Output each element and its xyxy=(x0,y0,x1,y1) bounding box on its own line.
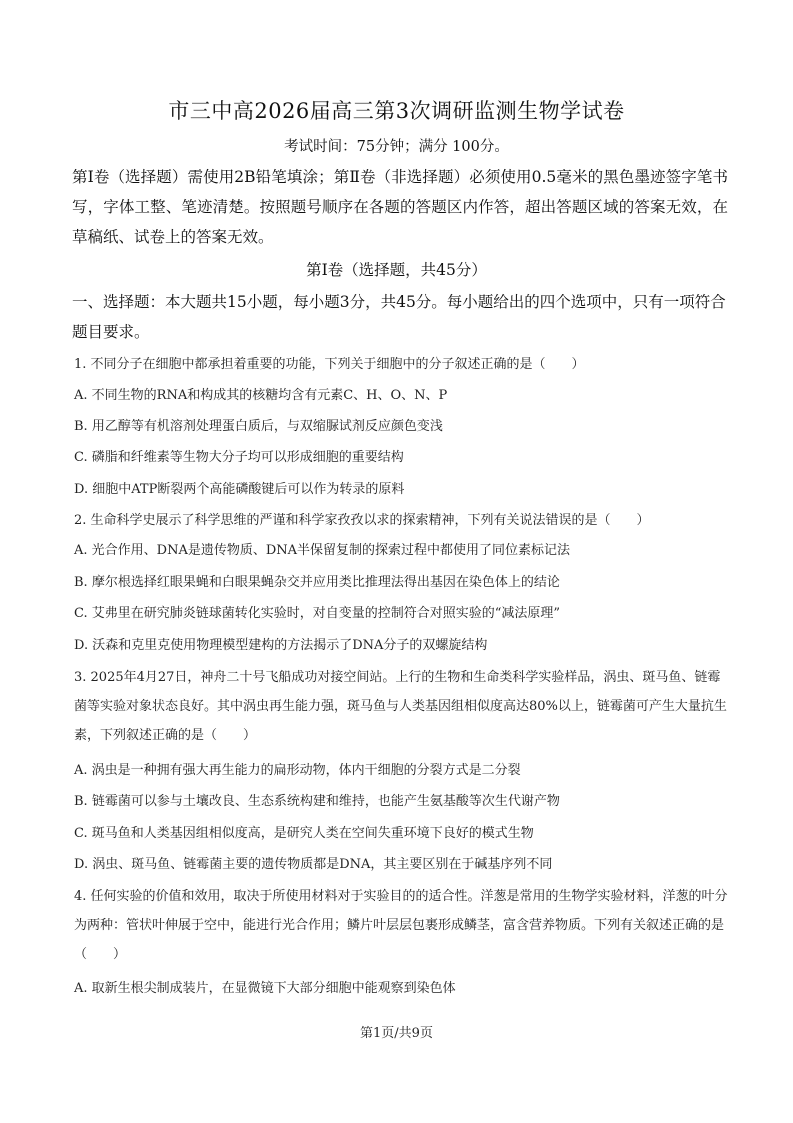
question-3-stem: 3. 2025年4月27日，神舟二十号飞船成功对接空间站。上行的生物和生命类科学实验样品，涡虫、斑马鱼、链霉菌等实验对象状态良好。其中涡虫再生能力强，斑马鱼与人类基因组相似度高达80%以上，链霉菌可产生大量抗生素，下列叙述正确的是（ ） xyxy=(74,670,727,743)
section-intro: 一、选择题：本大题共15小题，每小题3分，共45分。每小题给出的四个选项中，只有一项符合题目要求。 xyxy=(72,293,726,341)
question-3-option-b: B. 链霉菌可以参与土壤改良、生态系统构建和维持，也能产生氨基酸等次生代谢产物 xyxy=(74,794,560,809)
answering-instructions: 第Ⅰ卷（选择题）需使用2B铅笔填涂；第Ⅱ卷（非选择题）必须使用0.5毫米的黑色墨迹签字笔书写，字体工整、笔迹清楚。按照题号顺序在各题的答题区内作答，超出答题区域的答案无效，在草稿纸、试卷上的答案无效。 xyxy=(72,168,728,246)
question-4-stem: 4. 任何实验的价值和效用，取决于所使用材料对于实验目的的适合性。洋葱是常用的生物学实验材料，洋葱的叶分为两种：管状叶伸展于空中，能进行光合作用；鳞片叶层层包裹形成鳞茎，富含营养物质。下列有关叙述正确的是（ ） xyxy=(74,889,728,962)
question-3-option-a: A. 涡虫是一种拥有强大再生能力的扁形动物，体内干细胞的分裂方式是二分裂 xyxy=(74,763,521,778)
question-2-option-d: D. 沃森和克里克使用物理模型建构的方法揭示了DNA分子的双螺旋结构 xyxy=(74,638,488,653)
exam-info: 考试时间：75分钟；满分 100分。 xyxy=(284,139,509,155)
question-2-option-c: C. 艾弗里在研究肺炎链球菌转化实验时，对自变量的控制符合对照实验的“减法原理” xyxy=(74,606,561,621)
question-1-option-b: B. 用乙醇等有机溶剂处理蛋白质后，与双缩脲试剂反应颜色变浅 xyxy=(74,419,443,434)
page-number: 第1页/共9页 xyxy=(360,1026,433,1041)
question-3-option-d: D. 涡虫、斑马鱼、链霉菌主要的遗传物质都是DNA，其主要区别在于碱基序列不同 xyxy=(74,857,553,872)
question-3-option-c: C. 斑马鱼和人类基因组相似度高，是研究人类在空间失重环境下良好的模式生物 xyxy=(74,826,534,841)
question-4-option-a: A. 取新生根尖制成装片，在显微镜下大部分细胞中能观察到染色体 xyxy=(74,981,456,996)
section-heading: 第Ⅰ卷（选择题，共45分） xyxy=(306,261,487,279)
question-1-stem: 1. 不同分子在细胞中都承担着重要的功能，下列关于细胞中的分子叙述正确的是（ ） xyxy=(74,357,585,372)
page-title: 市三中高2026届高三第3次调研监测生物学试卷 xyxy=(168,99,625,123)
question-1-option-c: C. 磷脂和纤维素等生物大分子均可以形成细胞的重要结构 xyxy=(74,450,404,465)
question-1-option-a: A. 不同生物的RNA和构成其的核糖均含有元素C、H、O、N、P xyxy=(74,388,448,403)
question-2-option-b: B. 摩尔根选择红眼果蝇和白眼果蝇杂交并应用类比推理法得出基因在染色体上的结论 xyxy=(74,575,560,590)
question-2-stem: 2. 生命科学史展示了科学思维的严谨和科学家孜孜以求的探索精神，下列有关说法错误的是（ ） xyxy=(74,513,650,528)
question-1-option-d: D. 细胞中ATP断裂两个高能磷酸键后可以作为转录的原料 xyxy=(74,482,405,497)
question-2-option-a: A. 光合作用、DNA是遗传物质、DNA半保留复制的探索过程中都使用了同位素标记法 xyxy=(74,543,571,558)
